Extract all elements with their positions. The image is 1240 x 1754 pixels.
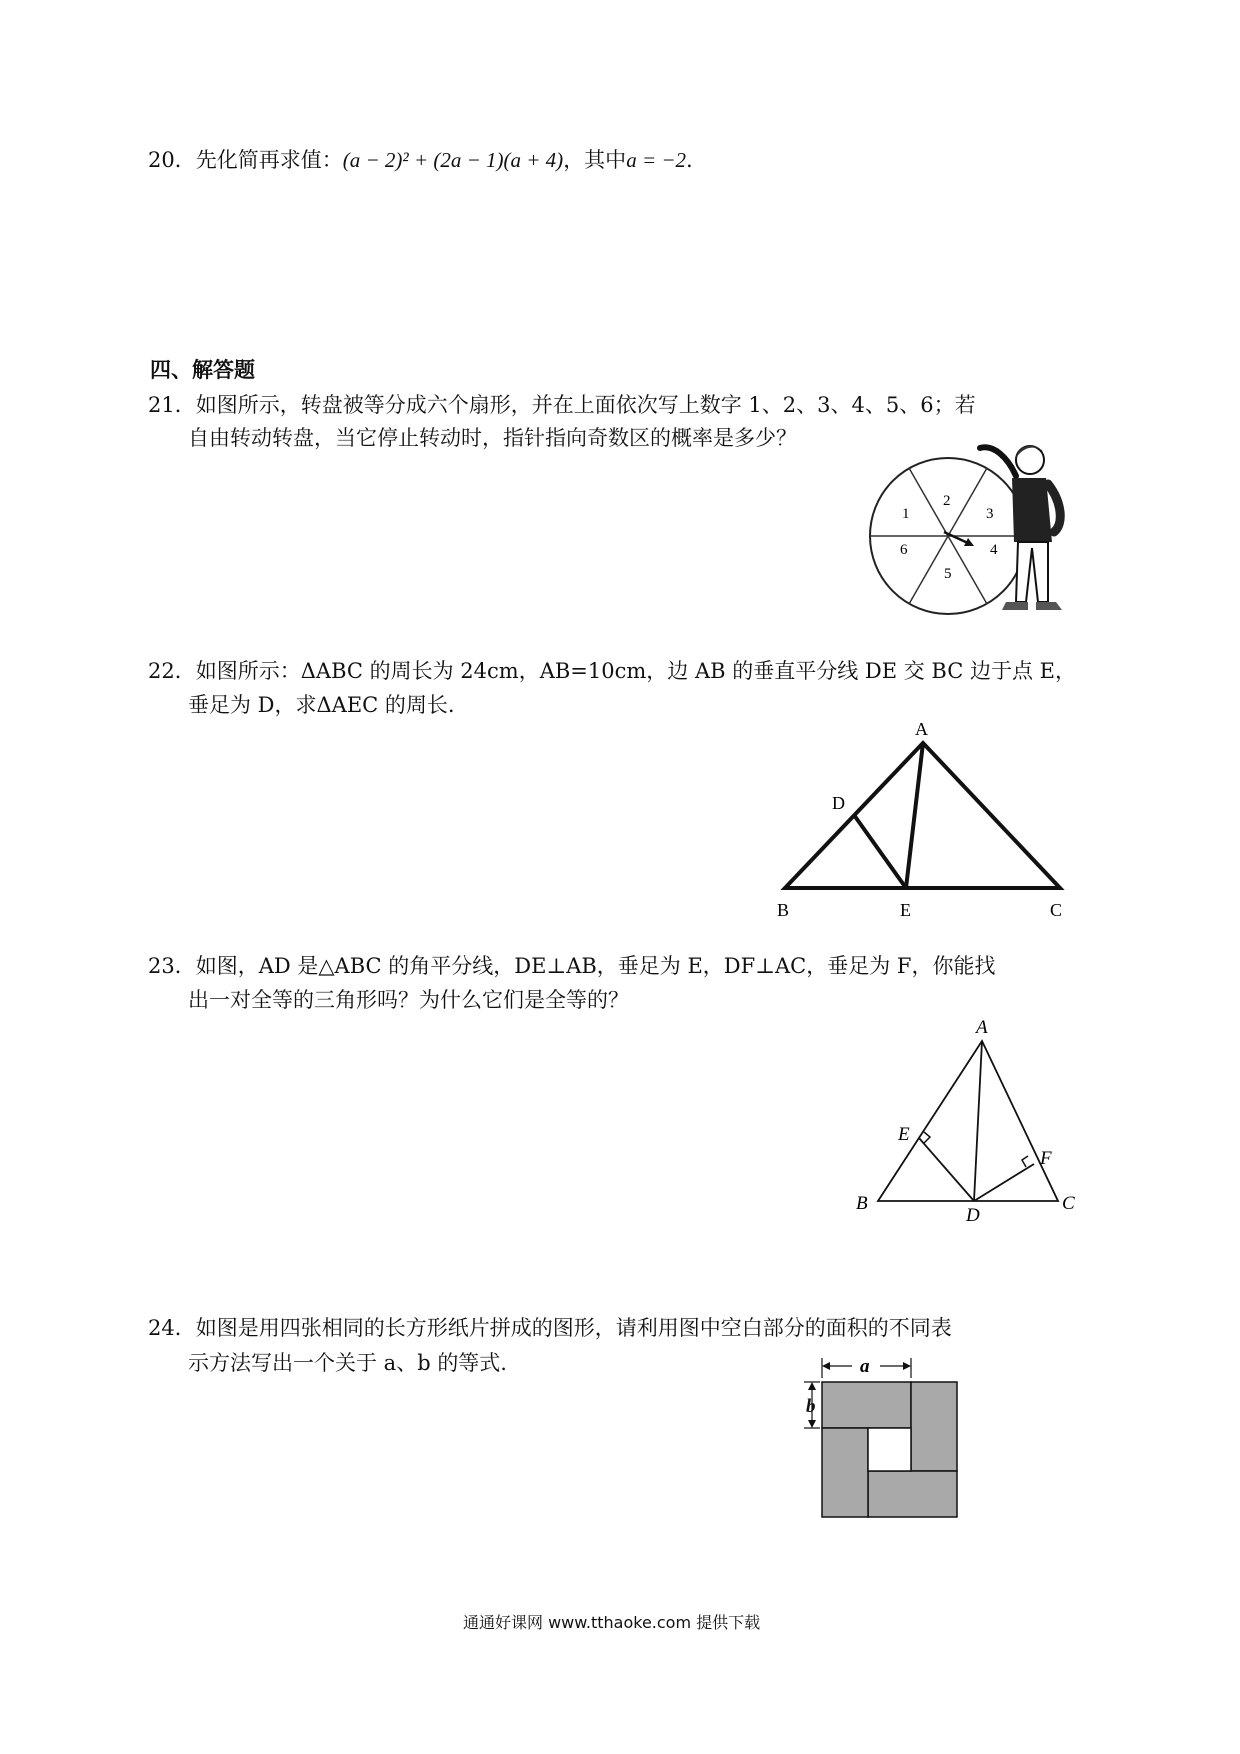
arrow-left-icon <box>822 1362 830 1370</box>
dimension-label-a: a <box>860 1356 870 1377</box>
question-23-line1 <box>148 951 995 981</box>
rectangle-right <box>911 1382 957 1471</box>
triangle-abc <box>878 1041 1058 1201</box>
question-24-line1 <box>148 1313 952 1343</box>
question-number: 20． <box>148 148 196 172</box>
question-prompt: 先化简再求值： <box>195 148 343 172</box>
question-22-line2: 垂足为 D，求ΔAEC 的周长. <box>188 693 455 717</box>
question-text: 如图，AD 是△ABC 的角平分线，DE⊥AB，垂足为 E，DF⊥AC，垂足为 F，你能找 <box>195 954 996 978</box>
spinner-number: 5 <box>944 566 952 582</box>
arrow-right-icon <box>903 1362 911 1370</box>
segment-df <box>974 1164 1034 1201</box>
question-21-line1 <box>148 390 976 420</box>
question-number: 24． <box>148 1316 196 1340</box>
person-illustration <box>972 432 1092 632</box>
person-arm <box>980 447 1016 476</box>
perpendicular-bisector-de <box>854 815 906 888</box>
person-shoe <box>1002 602 1028 610</box>
vertex-label-d: D <box>832 793 845 813</box>
right-angle-mark <box>1022 1156 1028 1167</box>
right-angle-mark <box>924 1132 930 1143</box>
rectangle-bottom <box>868 1471 957 1517</box>
arrow-up-icon <box>808 1382 816 1390</box>
question-21-line2: 自由转动转盘，当它停止转动时，指针指向奇数区的概率是多少？ <box>188 426 797 450</box>
question-text: 如图所示，转盘被等分成六个扇形，并在上面依次写上数字 1、2、3、4、5、6；若 <box>195 393 976 417</box>
segment-ae <box>906 743 923 888</box>
question-number: 21． <box>148 393 196 417</box>
center-blank-square <box>868 1428 911 1471</box>
question-number: 22． <box>148 659 196 683</box>
spinner-number: 1 <box>902 506 910 522</box>
spinner-number: 6 <box>900 542 908 558</box>
triangle-abc <box>785 743 1060 888</box>
math-expression: (a − 2)² + (2a − 1)(a + 4) <box>342 148 564 172</box>
question-text: 如图所示：ΔABC 的周长为 24cm，AB=10cm，边 AB 的垂直平分线 DE 交 BC 边于点 E， <box>195 659 1076 683</box>
vertex-label-f: F <box>1040 1148 1052 1169</box>
vertex-label-c: C <box>1050 900 1063 920</box>
spinner-number: 4 <box>990 542 998 558</box>
period: . <box>686 148 693 172</box>
question-22-line1 <box>148 656 1076 686</box>
vertex-label-b: B <box>777 900 790 920</box>
arrow-down-icon <box>808 1420 816 1428</box>
rectangle-left <box>822 1428 868 1517</box>
dimension-label-b: b <box>806 1396 816 1417</box>
question-text: 如图是用四张相同的长方形纸片拼成的图形，请利用图中空白部分的面积的不同表 <box>195 1316 952 1340</box>
question-24-line2: 示方法写出一个关于 a、b 的等式. <box>188 1351 507 1375</box>
segment-de <box>919 1138 974 1201</box>
section-heading: 四、解答题 <box>150 358 255 382</box>
bisector-ad <box>974 1041 982 1201</box>
page-footer: 通通好课网 www.tthaoke.com 提供下载 <box>463 1613 761 1632</box>
math-condition: a = −2 <box>626 148 687 172</box>
question-text: ，其中 <box>563 148 627 172</box>
question-number: 23． <box>148 954 196 978</box>
vertex-label-b: B <box>856 1193 868 1214</box>
angle-bisector-figure <box>850 1015 1110 1225</box>
vertex-label-c: C <box>1062 1193 1075 1214</box>
vertex-label-a: A <box>915 719 928 739</box>
question-20 <box>148 145 693 175</box>
person-shoe <box>1036 602 1062 610</box>
triangle-abc-figure <box>770 720 1090 920</box>
vertex-label-a: A <box>976 1017 988 1038</box>
person-leg <box>1016 542 1048 602</box>
rectangle-top <box>822 1382 911 1428</box>
vertex-label-e: E <box>898 1124 910 1145</box>
spinner-number: 2 <box>943 493 951 509</box>
question-23-line2: 出一对全等的三角形吗？为什么它们是全等的？ <box>188 988 629 1012</box>
vertex-label-d: D <box>966 1205 980 1226</box>
rectangles-square-figure <box>800 1352 980 1532</box>
spinner-number: 3 <box>986 506 994 522</box>
vertex-label-e: E <box>900 900 911 920</box>
